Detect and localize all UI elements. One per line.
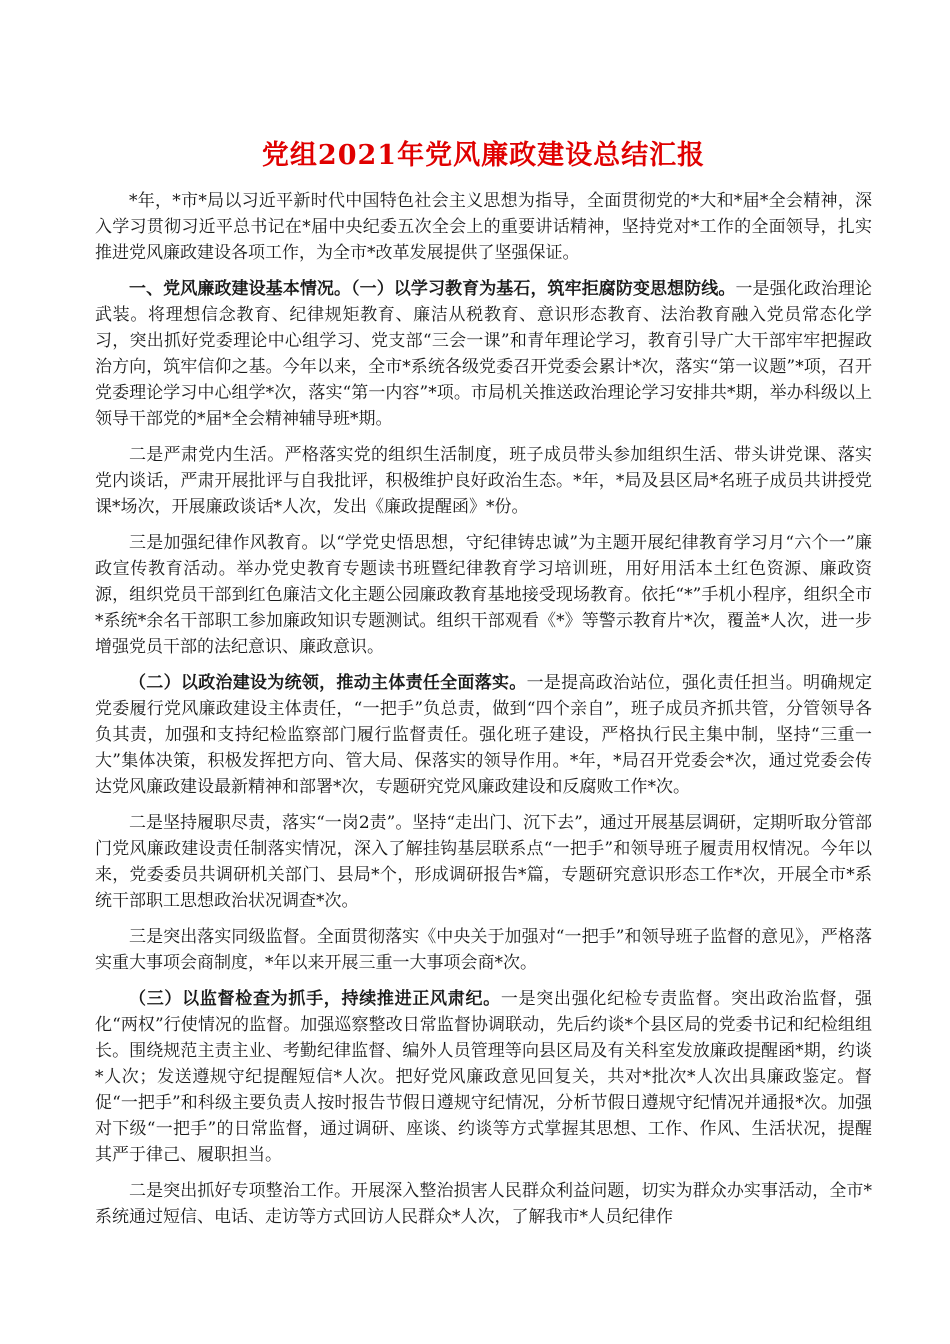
paragraph-intro — [95, 188, 872, 266]
paragraph-text: 三是加强纪律作风教育。以“学党史悟思想，守纪律铸忠诚”为主题开展纪律教育学习月“六个一”廉政宣传教育活动。举办党史教育专题读书班暨纪律教育学习培训班，用好用活本土红色资源、廉政资源，组织党员干部到红色廉洁文化主题公园廉政教育基地接受现场教育。依托“*”手机小程序，组织全市*系统*余名干部职工参加廉政知识专题测试。组织干部观看《*》等警示教育片*次，覆盖*人次，进一步增强党员干部的法纪意识、廉政意识。 — [95, 533, 872, 657]
paragraph-text: 二是坚持履职尽责，落实“一岗2责”。坚持“走出门、沉下去”，通过开展基层调研，定期听取分管部门党风廉政建设责任制落实情况，深入了解挂钩基层联系点“一把手”和领导班子履责用权情况。今年以来，党委委员共调研机关部门、县局*个，形成调研报告*篇，专题研究意识形态工作*次，开展全市*系统干部职工思想政治状况调查*次。 — [95, 813, 872, 911]
paragraph-text: 二是严肃党内生活。严格落实党的组织生活制度，班子成员带头参加组织生活、带头讲党课、落实党内谈话，严肃开展批评与自我批评，积极维护良好政治生态。*年，*局及县区局*名班子成员共讲授党课*场次，开展廉政谈话*人次，发出《廉政提醒函》*份。 — [95, 445, 872, 517]
paragraph-text: 二是突出抓好专项整治工作。开展深入整治损害人民群众利益问题，切实为群众办实事活动，全市*系统通过短信、电话、走访等方式回访人民群众*人次，了解我市*人员纪律作 — [95, 1181, 872, 1227]
paragraph-text: 三是突出落实同级监督。全面贯彻落实《中央关于加强对“一把手”和领导班子监督的意见》，严格落实重大事项会商制度，*年以来开展三重一大事项会商*次。 — [95, 927, 872, 973]
paragraph-discipline-education — [95, 530, 872, 660]
paragraph-section-1 — [95, 276, 872, 432]
paragraph-section-2 — [95, 670, 872, 800]
paragraph-text: *年，*市*局以习近平新时代中国特色社会主义思想为指导，全面贯彻党的*大和*届*全会精神，深入学习贯彻习近平总书记在*届中央纪委五次全会上的重要讲话精神，坚持党对*工作的全面领导，扎实推进党风廉政建设各项工作，为全市*改革发展提供了坚强保证。 — [95, 191, 872, 263]
paragraph-text: 一是突出强化纪检专责监督。突出政治监督，强化“两权”行使情况的监督。加强巡察整改日常监督协调联动，先后约谈*个县区局的党委书记和纪检组组长。围绕规范主责主业、考勤纪律监督、编外人员管理等向县区局及有关科室发放廉政提醒函*期，约谈*人次；发送遵规守纪提醒短信*人次。把好党风廉政意见回复关，共对*批次*人次出具廉政鉴定。督促“一把手”和科级主要负责人按时报告节假日遵规守纪情况，分析节假日遵规守纪情况并通报*次。加强对下级“一把手”的日常监督，通过调研、座谈、约谈等方式掌握其思想、工作、作风、生活状况，提醒其严于律己、履职担当。 — [95, 989, 873, 1165]
paragraph-lead: （二）以政治建设为统领，推动主体责任全面落实。 — [129, 673, 527, 693]
paragraph-text: 一是强化政治理论武装。将理想信念教育、纪律规矩教育、廉洁从税教育、意识形态教育、法治教育融入党员常态化学习，突出抓好党委理论中心组学习、党支部“三会一课”和青年理论学习，教育引导广大干部牢牢把握政治方向，筑牢信仰之基。今年以来，全市*系统各级党委召开党委会累计*次，落实“第一议题”*项，召开党委理论学习中心组学*次，落实“第一内容”*项。市局机关推送政治理论学习安排共*期，举办科级以上领导干部党的*届*全会精神辅导班*期。 — [95, 279, 873, 429]
paragraph-peer-supervision — [95, 924, 872, 976]
paragraph-text: 一是提高政治站位，强化责任担当。明确规定党委履行党风廉政建设主体责任，“一把手”负总责，做到“四个亲自”，班子成员齐抓共管，分管领导各负其责，加强和支持纪检监察部门履行监督责任。强化班子建设，严格执行民主集中制，坚持“三重一大”集体决策，积极发挥把方向、管大局、保落实的领导作用。*年，*局召开党委会*次，通过党委会传达党风廉政建设最新精神和部署*次，专题研究党风廉政建设和反腐败工作*次。 — [95, 673, 873, 797]
document-title: 党组2021年党风廉政建设总结汇报 — [261, 140, 706, 171]
paragraph-section-3 — [95, 986, 872, 1168]
paragraph-duty — [95, 810, 872, 914]
paragraph-party-life — [95, 442, 872, 520]
paragraph-special-rectification — [95, 1178, 872, 1230]
paragraph-lead: （三）以监督检查为抓手，持续推进正风肃纪。 — [129, 989, 501, 1009]
paragraph-lead: 一、党风廉政建设基本情况。（一）以学习教育为基石，筑牢拒腐防变思想防线。 — [129, 279, 736, 299]
